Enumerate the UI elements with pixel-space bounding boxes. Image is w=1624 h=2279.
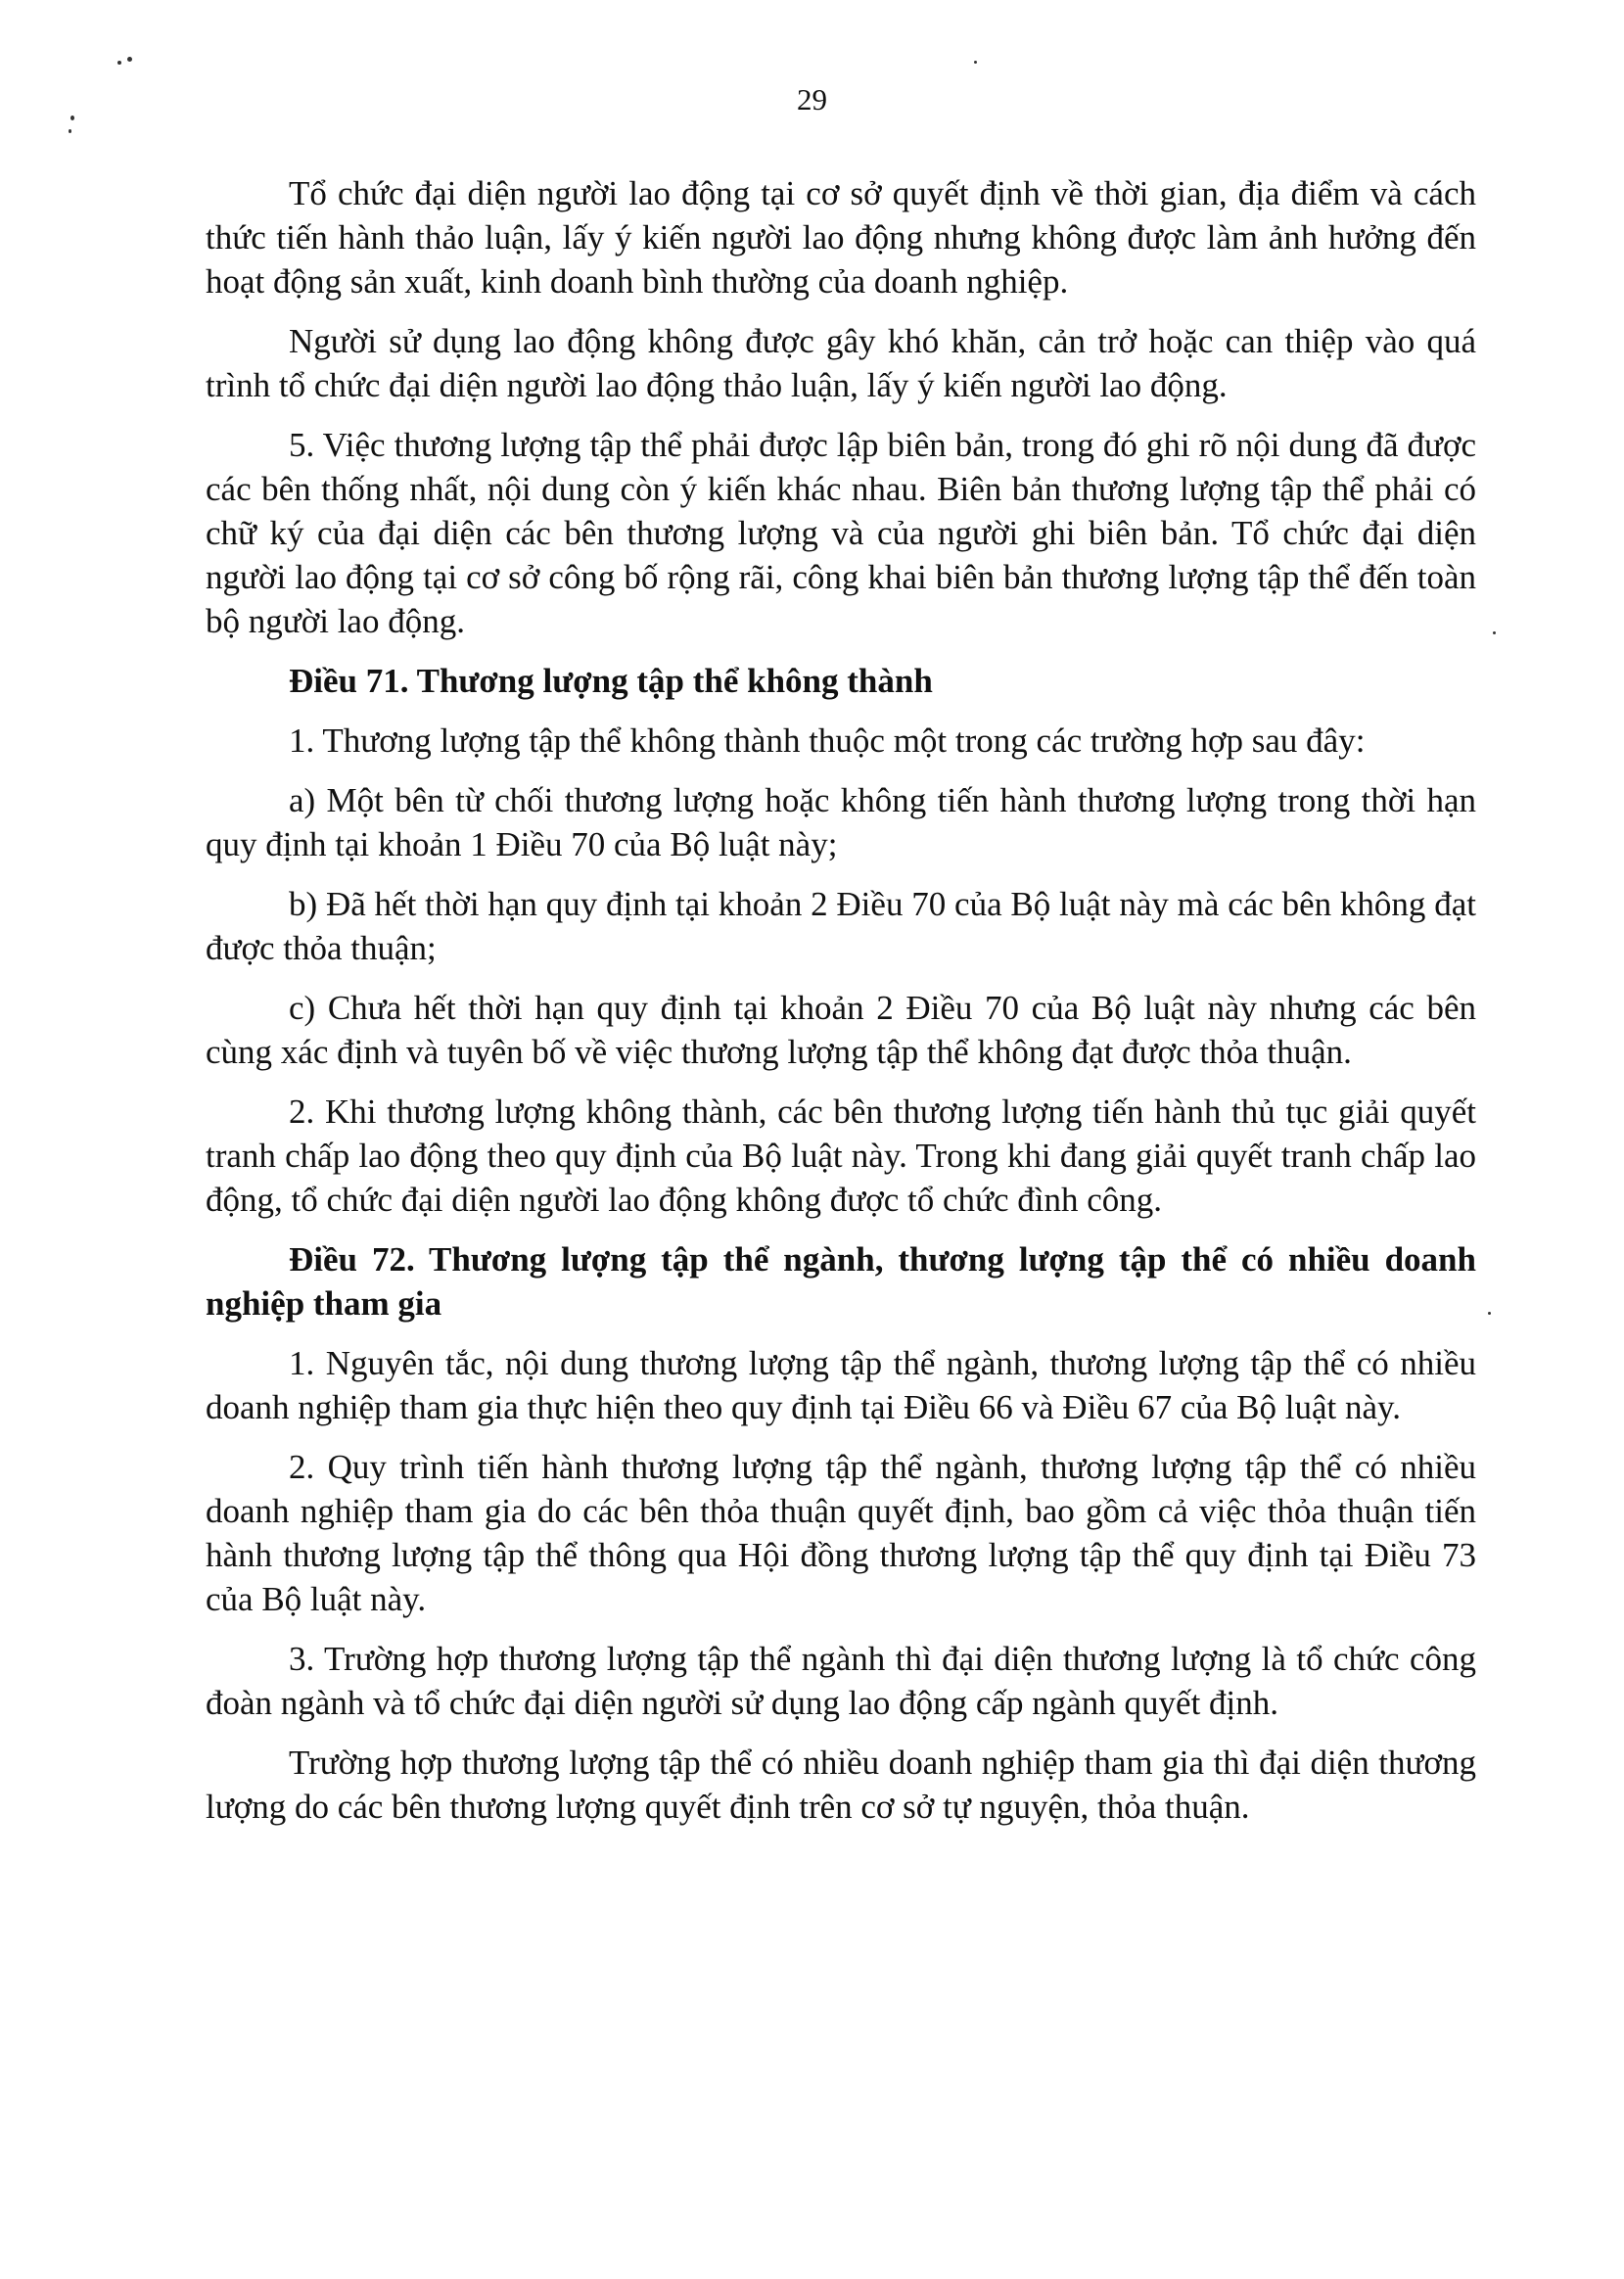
paragraph: 2. Quy trình tiến hành thương lượng tập thể ngành, thương lượng tập thể có nhiều doanh nghiệp tham gia do các bên thỏa thuận quyết định, bao gồm cả việc thỏa thuận tiến hành thương lượng tập thể thông qua Hội đồng thương lượng tập thể quy định tại Điều 73 của Bộ luật này. bbox=[206, 1448, 1476, 1618]
scan-speck bbox=[69, 129, 71, 133]
list-item: c) Chưa hết thời hạn quy định tại khoản 2 Điều 70 của Bộ luật này nhưng các bên cùng xác định và tuyên bố về việc thương lượng tập thể không đạt được thỏa thuận. bbox=[206, 989, 1476, 1071]
list-item: a) Một bên từ chối thương lượng hoặc không tiến hành thương lượng trong thời hạn quy định tại khoản 1 Điều 70 của Bộ luật này; bbox=[206, 781, 1476, 863]
paragraph: 3. Trường hợp thương lượng tập thể ngành thì đại diện thương lượng là tổ chức công đoàn ngành và tổ chức đại diện người sử dụng lao động cấp ngành quyết định. bbox=[206, 1640, 1476, 1722]
article-heading: Điều 72. Thương lượng tập thể ngành, thương lượng tập thể có nhiều doanh nghiệp tham gia bbox=[206, 1240, 1476, 1323]
paragraph: 1. Nguyên tắc, nội dung thương lượng tập thể ngành, thương lượng tập thể có nhiều doanh nghiệp tham gia thực hiện theo quy định tại Điều 66 và Điều 67 của Bộ luật này. bbox=[206, 1344, 1476, 1426]
paragraph: Tổ chức đại diện người lao động tại cơ sở quyết định về thời gian, địa điểm và cách thức tiến hành thảo luận, lấy ý kiến người lao động nhưng không được làm ảnh hưởng đến hoạt động sản xuất, kinh doanh bình thường của doanh nghiệp. bbox=[206, 174, 1476, 301]
paragraph: Người sử dụng lao động không được gây khó khăn, cản trở hoặc can thiệp vào quá trình tổ chức đại diện người lao động thảo luận, lấy ý kiến người lao động. bbox=[206, 322, 1476, 404]
paragraph: 5. Việc thương lượng tập thể phải được lập biên bản, trong đó ghi rõ nội dung đã được các bên thống nhất, nội dung còn ý kiến khác nhau. Biên bản thương lượng tập thể phải có chữ ký của đại diện các bên thương lượng và của người ghi biên bản. Tổ chức đại diện người lao động tại cơ sở công bố rộng rãi, công khai biên bản thương lượng tập thể đến toàn bộ người lao động. bbox=[206, 426, 1476, 640]
scan-speck bbox=[1493, 631, 1496, 634]
page-number: 29 bbox=[797, 82, 827, 116]
scan-speck bbox=[117, 61, 121, 65]
paragraph: 2. Khi thương lượng không thành, các bên thương lượng tiến hành thủ tục giải quyết tranh chấp lao động theo quy định của Bộ luật này. Trong khi đang giải quyết tranh chấp lao động, tổ chức đại diện người lao động không được tổ chức đình công. bbox=[206, 1093, 1476, 1219]
list-item: b) Đã hết thời hạn quy định tại khoản 2 Điều 70 của Bộ luật này mà các bên không đạt được thỏa thuận; bbox=[206, 885, 1476, 967]
document-body bbox=[206, 171, 1476, 1844]
paragraph: 1. Thương lượng tập thể không thành thuộc một trong các trường hợp sau đây: bbox=[289, 721, 1366, 760]
paragraph: Trường hợp thương lượng tập thể có nhiều doanh nghiệp tham gia thì đại diện thương lượng do các bên thương lượng quyết định trên cơ sở tự nguyện, thỏa thuận. bbox=[206, 1744, 1476, 1826]
scan-speck bbox=[127, 57, 132, 62]
article-heading: Điều 71. Thương lượng tập thể không thành bbox=[289, 662, 933, 700]
scan-speck bbox=[1488, 1312, 1491, 1315]
scan-speck bbox=[974, 61, 977, 64]
